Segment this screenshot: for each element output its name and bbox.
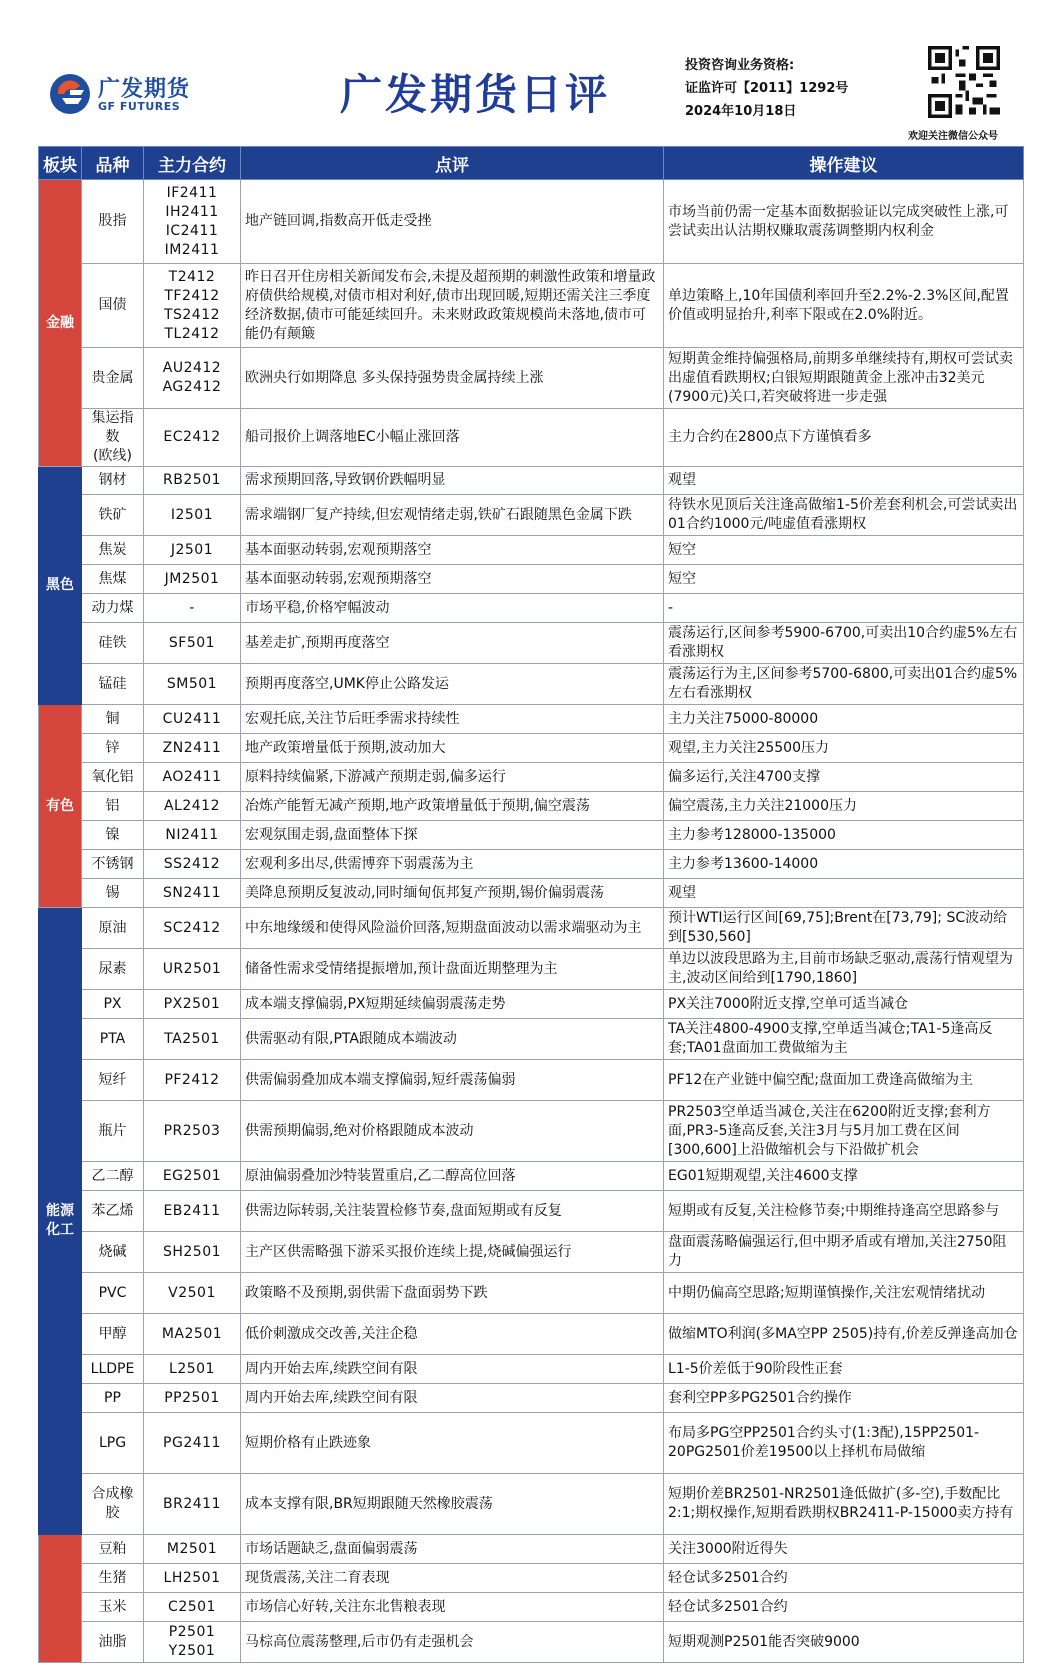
contract-cell: EB2411 xyxy=(144,1191,241,1232)
contract-cell: - xyxy=(144,594,241,623)
contract-cell: PG2411 xyxy=(144,1413,241,1474)
contract-cell: SH2501 xyxy=(144,1232,241,1273)
advice-cell: 主力参考128000-135000 xyxy=(664,821,1024,850)
advice-cell: 观望,主力关注25500压力 xyxy=(664,734,1024,763)
variety-cell: PX xyxy=(82,990,144,1019)
table-row xyxy=(39,594,1024,623)
contract-cell: C2501 xyxy=(144,1593,241,1622)
table-row xyxy=(39,1232,1024,1273)
variety-cell: 合成橡胶 xyxy=(82,1474,144,1535)
comment-cell: 中东地缘缓和使得风险溢价回落,短期盘面波动以需求端驱动为主 xyxy=(241,908,664,949)
table-row xyxy=(39,908,1024,949)
variety-cell: 焦煤 xyxy=(82,565,144,594)
variety-cell: 油脂 xyxy=(82,1622,144,1663)
contract-cell: PR2503 xyxy=(144,1101,241,1162)
variety-cell: 甲醇 xyxy=(82,1314,144,1355)
comment-cell: 马棕高位震荡整理,后市仍有走强机会 xyxy=(241,1622,664,1663)
table-row xyxy=(39,1564,1024,1593)
table-row xyxy=(39,1314,1024,1355)
logo-cn-text: 广发期货 xyxy=(98,77,191,102)
sector-cell: 有色 xyxy=(39,705,82,908)
variety-cell: 不锈钢 xyxy=(82,850,144,879)
advice-cell: 轻仓试多2501合约 xyxy=(664,1593,1024,1622)
advice-cell: TA关注4800-4900支撑,空单适当减仓;TA1-5逢高反套;TA01盘面加工费做缩为主 xyxy=(664,1019,1024,1060)
variety-cell: 尿素 xyxy=(82,949,144,990)
advice-cell: 短空 xyxy=(664,536,1024,565)
contract-cell: J2501 xyxy=(144,536,241,565)
column-header-sector: 板块 xyxy=(39,147,82,180)
table-body xyxy=(39,180,1024,1663)
advice-cell: 做缩MTO利润(多MA空PP 2505)持有,价差反弹逢高加仓 xyxy=(664,1314,1024,1355)
contract-cell: L2501 xyxy=(144,1355,241,1384)
variety-cell: LPG xyxy=(82,1413,144,1474)
column-header-contract: 主力合约 xyxy=(144,147,241,180)
contract-cell: PF2412 xyxy=(144,1060,241,1101)
table-row xyxy=(39,763,1024,792)
advice-cell: 中期仍偏高空思路;短期谨慎操作,关注宏观情绪扰动 xyxy=(664,1273,1024,1314)
contract-cell: NI2411 xyxy=(144,821,241,850)
contract-cell: I2501 xyxy=(144,495,241,536)
contract-cell: P2501 Y2501 xyxy=(144,1622,241,1663)
page-title: 广发期货日评 xyxy=(340,70,611,119)
variety-cell: 硅铁 xyxy=(82,623,144,664)
advice-cell: 短期观测P2501能否突破9000 xyxy=(664,1622,1024,1663)
variety-cell: 铜 xyxy=(82,705,144,734)
contract-cell: JM2501 xyxy=(144,565,241,594)
contract-cell: V2501 xyxy=(144,1273,241,1314)
table-row xyxy=(39,734,1024,763)
table-row xyxy=(39,705,1024,734)
contract-cell: LH2501 xyxy=(144,1564,241,1593)
contract-cell: MA2501 xyxy=(144,1314,241,1355)
comment-cell: 供需驱动有限,PTA跟随成本端波动 xyxy=(241,1019,664,1060)
advice-cell: 单边以波段思路为主,目前市场缺乏驱动,震荡行情观望为主,波动区间给到[1790,1860] xyxy=(664,949,1024,990)
sector-cell: 能源 化工 xyxy=(39,908,82,1535)
table-row xyxy=(39,792,1024,821)
gf-logo-icon xyxy=(48,72,92,116)
page-header xyxy=(0,0,1063,143)
advice-cell: 短空 xyxy=(664,565,1024,594)
advice-cell: 观望 xyxy=(664,879,1024,908)
contract-cell: EC2412 xyxy=(144,409,241,467)
comment-cell: 宏观托底,关注节后旺季需求持续性 xyxy=(241,705,664,734)
contract-cell: RB2501 xyxy=(144,467,241,495)
comment-cell: 供需边际转弱,关注装置检修节奏,盘面短期或有反复 xyxy=(241,1191,664,1232)
variety-cell: 乙二醇 xyxy=(82,1162,144,1191)
advice-cell: 主力合约在2800点下方谨慎看多 xyxy=(664,409,1024,467)
table-row xyxy=(39,850,1024,879)
table-row xyxy=(39,536,1024,565)
variety-cell: PVC xyxy=(82,1273,144,1314)
comment-cell: 周内开始去库,续跌空间有限 xyxy=(241,1355,664,1384)
table-row xyxy=(39,949,1024,990)
comment-cell: 周内开始去库,续跌空间有限 xyxy=(241,1384,664,1413)
table-row xyxy=(39,1593,1024,1622)
variety-cell: 锰硅 xyxy=(82,664,144,705)
variety-cell: 锡 xyxy=(82,879,144,908)
variety-cell: 玉米 xyxy=(82,1593,144,1622)
qr-caption: 欢迎关注微信公众号 xyxy=(908,131,998,142)
table-row xyxy=(39,467,1024,495)
contract-cell: PP2501 xyxy=(144,1384,241,1413)
table-row xyxy=(39,180,1024,264)
comment-cell: 市场话题缺乏,盘面偏弱震荡 xyxy=(241,1535,664,1564)
advice-cell: 短期或有反复,关注检修节奏;中期维持逢高空思路参与 xyxy=(664,1191,1024,1232)
table-row xyxy=(39,1413,1024,1474)
comment-cell: 宏观利多出尽,供需博弈下弱震荡为主 xyxy=(241,850,664,879)
contract-cell: SN2411 xyxy=(144,879,241,908)
qualification-license: 证监许可【2011】1292号 xyxy=(685,81,849,96)
table-row xyxy=(39,879,1024,908)
comment-cell: 地产链回调,指数高开低走受挫 xyxy=(241,180,664,264)
comment-cell: 短期价格有止跌迹象 xyxy=(241,1413,664,1474)
contract-cell: AL2412 xyxy=(144,792,241,821)
comment-cell: 成本支撑有限,BR短期跟随天然橡胶震荡 xyxy=(241,1474,664,1535)
advice-cell: 震荡运行为主,区间参考5700-6800,可卖出01合约虚5%左右看涨期权 xyxy=(664,664,1024,705)
contract-cell: M2501 xyxy=(144,1535,241,1564)
contract-cell: BR2411 xyxy=(144,1474,241,1535)
comment-cell: 低价刺激成交改善,关注企稳 xyxy=(241,1314,664,1355)
variety-cell: 短纤 xyxy=(82,1060,144,1101)
contract-cell: PX2501 xyxy=(144,990,241,1019)
advice-cell: 震荡运行,区间参考5900-6700,可卖出10合约虚5%左右看涨期权 xyxy=(664,623,1024,664)
advice-cell: 关注3000附近得失 xyxy=(664,1535,1024,1564)
logo-en-text: GF FUTURES xyxy=(98,100,181,113)
contract-cell: ZN2411 xyxy=(144,734,241,763)
variety-cell: 镍 xyxy=(82,821,144,850)
advice-cell: 短期价差BR2501-NR2501逢低做扩(多-空),手数配比2:1;期权操作,短期看跌期权BR2411-P-15000卖方持有 xyxy=(664,1474,1024,1535)
table-row xyxy=(39,1622,1024,1663)
contract-cell: EG2501 xyxy=(144,1162,241,1191)
contract-cell: CU2411 xyxy=(144,705,241,734)
variety-cell: 锌 xyxy=(82,734,144,763)
comment-cell: 原料持续偏紧,下游减产预期走弱,偏多运行 xyxy=(241,763,664,792)
variety-cell: LLDPE xyxy=(82,1355,144,1384)
table-row xyxy=(39,1019,1024,1060)
contract-cell: T2412 TF2412 TS2412 TL2412 xyxy=(144,264,241,348)
report-date: 2024年10月18日 xyxy=(685,104,797,119)
table-row xyxy=(39,1101,1024,1162)
advice-cell: 轻仓试多2501合约 xyxy=(664,1564,1024,1593)
advice-cell: 单边策略上,10年国债利率回升至2.2%-2.3%区间,配置价值或明显抬升,利率下限或在2.0%附近。 xyxy=(664,264,1024,348)
variety-cell: 原油 xyxy=(82,908,144,949)
comment-cell: 市场平稳,价格窄幅波动 xyxy=(241,594,664,623)
comment-cell: 原油偏弱叠加沙特装置重启,乙二醇高位回落 xyxy=(241,1162,664,1191)
advice-cell: 观望 xyxy=(664,467,1024,495)
variety-cell: PP xyxy=(82,1384,144,1413)
contract-cell: AO2411 xyxy=(144,763,241,792)
column-header-variety: 品种 xyxy=(82,147,144,180)
comment-cell: 需求预期回落,导致钢价跌幅明显 xyxy=(241,467,664,495)
comment-cell: 基本面驱动转弱,宏观预期落空 xyxy=(241,536,664,565)
review-table xyxy=(38,146,1024,1663)
table-header-row xyxy=(39,147,1024,180)
comment-cell: 主产区供需略强下游采买报价连续上提,烧碱偏强运行 xyxy=(241,1232,664,1273)
variety-cell: 股指 xyxy=(82,180,144,264)
table-row xyxy=(39,1273,1024,1314)
variety-cell: 豆粕 xyxy=(82,1535,144,1564)
variety-cell: 铁矿 xyxy=(82,495,144,536)
advice-cell: 布局多PG空PP2501合约头寸(1:3配),15PP2501-20PG2501价差19500以上择机布局做缩 xyxy=(664,1413,1024,1474)
sector-cell xyxy=(39,1535,82,1663)
contract-cell: SF501 xyxy=(144,623,241,664)
advice-cell: 预计WTI运行区间[69,75];Brent在[73,79]; SC波动给到[530,560] xyxy=(664,908,1024,949)
table-row xyxy=(39,409,1024,467)
comment-cell: 市场信心好转,关注东北售粮表现 xyxy=(241,1593,664,1622)
variety-cell: 烧碱 xyxy=(82,1232,144,1273)
gf-logo xyxy=(48,70,208,120)
qualification-line: 投资咨询业务资格: xyxy=(685,58,795,73)
comment-cell: 需求端钢厂复产持续,但宏观情绪走弱,铁矿石跟随黑色金属下跌 xyxy=(241,495,664,536)
comment-cell: 欧洲央行如期降息 多头保持强势贵金属持续上涨 xyxy=(241,348,664,409)
variety-cell: 动力煤 xyxy=(82,594,144,623)
comment-cell: 地产政策增量低于预期,波动加大 xyxy=(241,734,664,763)
table-row xyxy=(39,664,1024,705)
advice-cell: 市场当前仍需一定基本面数据验证以完成突破性上涨,可尝试卖出认沽期权赚取震荡调整期内权利金 xyxy=(664,180,1024,264)
comment-cell: 昨日召开住房相关新闻发布会,未提及超预期的刺激性政策和增量政府债供给规模,对债市相对利好,债市出现回暖,短期还需关注三季度经济数据,债市可能延续回升。未来财政政策规模尚未落地,债市可能仍有颠簸 xyxy=(241,264,664,348)
advice-cell: - xyxy=(664,594,1024,623)
table-row xyxy=(39,1060,1024,1101)
table-row xyxy=(39,1474,1024,1535)
advice-cell: 短期黄金维持偏强格局,前期多单继续持有,期权可尝试卖出虚值看跌期权;白银短期跟随黄金上涨冲击32美元(7900元)关口,若突破将进一步走强 xyxy=(664,348,1024,409)
comment-cell: 冶炼产能暂无减产预期,地产政策增量低于预期,偏空震荡 xyxy=(241,792,664,821)
sector-cell: 黑色 xyxy=(39,467,82,705)
variety-cell: 瓶片 xyxy=(82,1101,144,1162)
table-row xyxy=(39,821,1024,850)
comment-cell: 现货震荡,关注二育表现 xyxy=(241,1564,664,1593)
table-row xyxy=(39,1384,1024,1413)
advice-cell: 待铁水见顶后关注逢高做缩1-5价差套利机会,可尝试卖出01合约1000元/吨虚值看涨期权 xyxy=(664,495,1024,536)
comment-cell: 政策略不及预期,弱供需下盘面弱势下跌 xyxy=(241,1273,664,1314)
comment-cell: 成本端支撑偏弱,PX短期延续偏弱震荡走势 xyxy=(241,990,664,1019)
column-header-comment: 点评 xyxy=(241,147,664,180)
comment-cell: 储备性需求受情绪提振增加,预计盘面近期整理为主 xyxy=(241,949,664,990)
table-row xyxy=(39,1355,1024,1384)
advice-cell: 盘面震荡略偏强运行,但中期矛盾或有增加,关注2750阻力 xyxy=(664,1232,1024,1273)
table-row xyxy=(39,623,1024,664)
table-row xyxy=(39,1191,1024,1232)
table-row xyxy=(39,348,1024,409)
contract-cell: AU2412 AG2412 xyxy=(144,348,241,409)
comment-cell: 宏观氛围走弱,盘面整体下探 xyxy=(241,821,664,850)
contract-cell: SS2412 xyxy=(144,850,241,879)
advice-cell: 套利空PP多PG2501合约操作 xyxy=(664,1384,1024,1413)
advice-cell: PF12在产业链中偏空配;盘面加工费逢高做缩为主 xyxy=(664,1060,1024,1101)
comment-cell: 船司报价上调落地EC小幅止涨回落 xyxy=(241,409,664,467)
variety-cell: 国债 xyxy=(82,264,144,348)
advice-cell: L1-5价差低于90阶段性正套 xyxy=(664,1355,1024,1384)
advice-cell: 主力关注75000-80000 xyxy=(664,705,1024,734)
table-row xyxy=(39,495,1024,536)
comment-cell: 美降息预期反复波动,同时缅甸佤邦复产预期,锡价偏弱震荡 xyxy=(241,879,664,908)
table-row xyxy=(39,565,1024,594)
variety-cell: 氧化铝 xyxy=(82,763,144,792)
comment-cell: 预期再度落空,UMK停止公路发运 xyxy=(241,664,664,705)
comment-cell: 基差走扩,预期再度落空 xyxy=(241,623,664,664)
variety-cell: 集运指数 (欧线) xyxy=(82,409,144,467)
sector-cell: 金融 xyxy=(39,180,82,467)
variety-cell: 钢材 xyxy=(82,467,144,495)
column-header-advice: 操作建议 xyxy=(664,147,1024,180)
contract-cell: TA2501 xyxy=(144,1019,241,1060)
variety-cell: PTA xyxy=(82,1019,144,1060)
qr-code-icon xyxy=(928,46,1000,118)
table-row xyxy=(39,264,1024,348)
contract-cell: IF2411 IH2411 IC2411 IM2411 xyxy=(144,180,241,264)
comment-cell: 供需偏弱叠加成本端支撑偏弱,短纤震荡偏弱 xyxy=(241,1060,664,1101)
table-row xyxy=(39,1535,1024,1564)
advice-cell: PX关注7000附近支撑,空单可适当减仓 xyxy=(664,990,1024,1019)
contract-cell: SC2412 xyxy=(144,908,241,949)
advice-cell: 主力参考13600-14000 xyxy=(664,850,1024,879)
advice-cell: 偏多运行,关注4700支撑 xyxy=(664,763,1024,792)
advice-cell: EG01短期观望,关注4600支撑 xyxy=(664,1162,1024,1191)
variety-cell: 贵金属 xyxy=(82,348,144,409)
variety-cell: 焦炭 xyxy=(82,536,144,565)
comment-cell: 基本面驱动转弱,宏观预期落空 xyxy=(241,565,664,594)
advice-cell: PR2503空单适当减仓,关注在6200附近支撑;套利方面,PR3-5逢高反套,关注3月与5月加工费在区间[300,600]上沿做缩机会与下沿做扩机会 xyxy=(664,1101,1024,1162)
variety-cell: 生猪 xyxy=(82,1564,144,1593)
table-row xyxy=(39,990,1024,1019)
variety-cell: 铝 xyxy=(82,792,144,821)
contract-cell: UR2501 xyxy=(144,949,241,990)
variety-cell: 苯乙烯 xyxy=(82,1191,144,1232)
advice-cell: 偏空震荡,主力关注21000压力 xyxy=(664,792,1024,821)
qualification-block xyxy=(685,54,848,123)
comment-cell: 供需预期偏弱,绝对价格跟随成本波动 xyxy=(241,1101,664,1162)
table-row xyxy=(39,1162,1024,1191)
contract-cell: SM501 xyxy=(144,664,241,705)
